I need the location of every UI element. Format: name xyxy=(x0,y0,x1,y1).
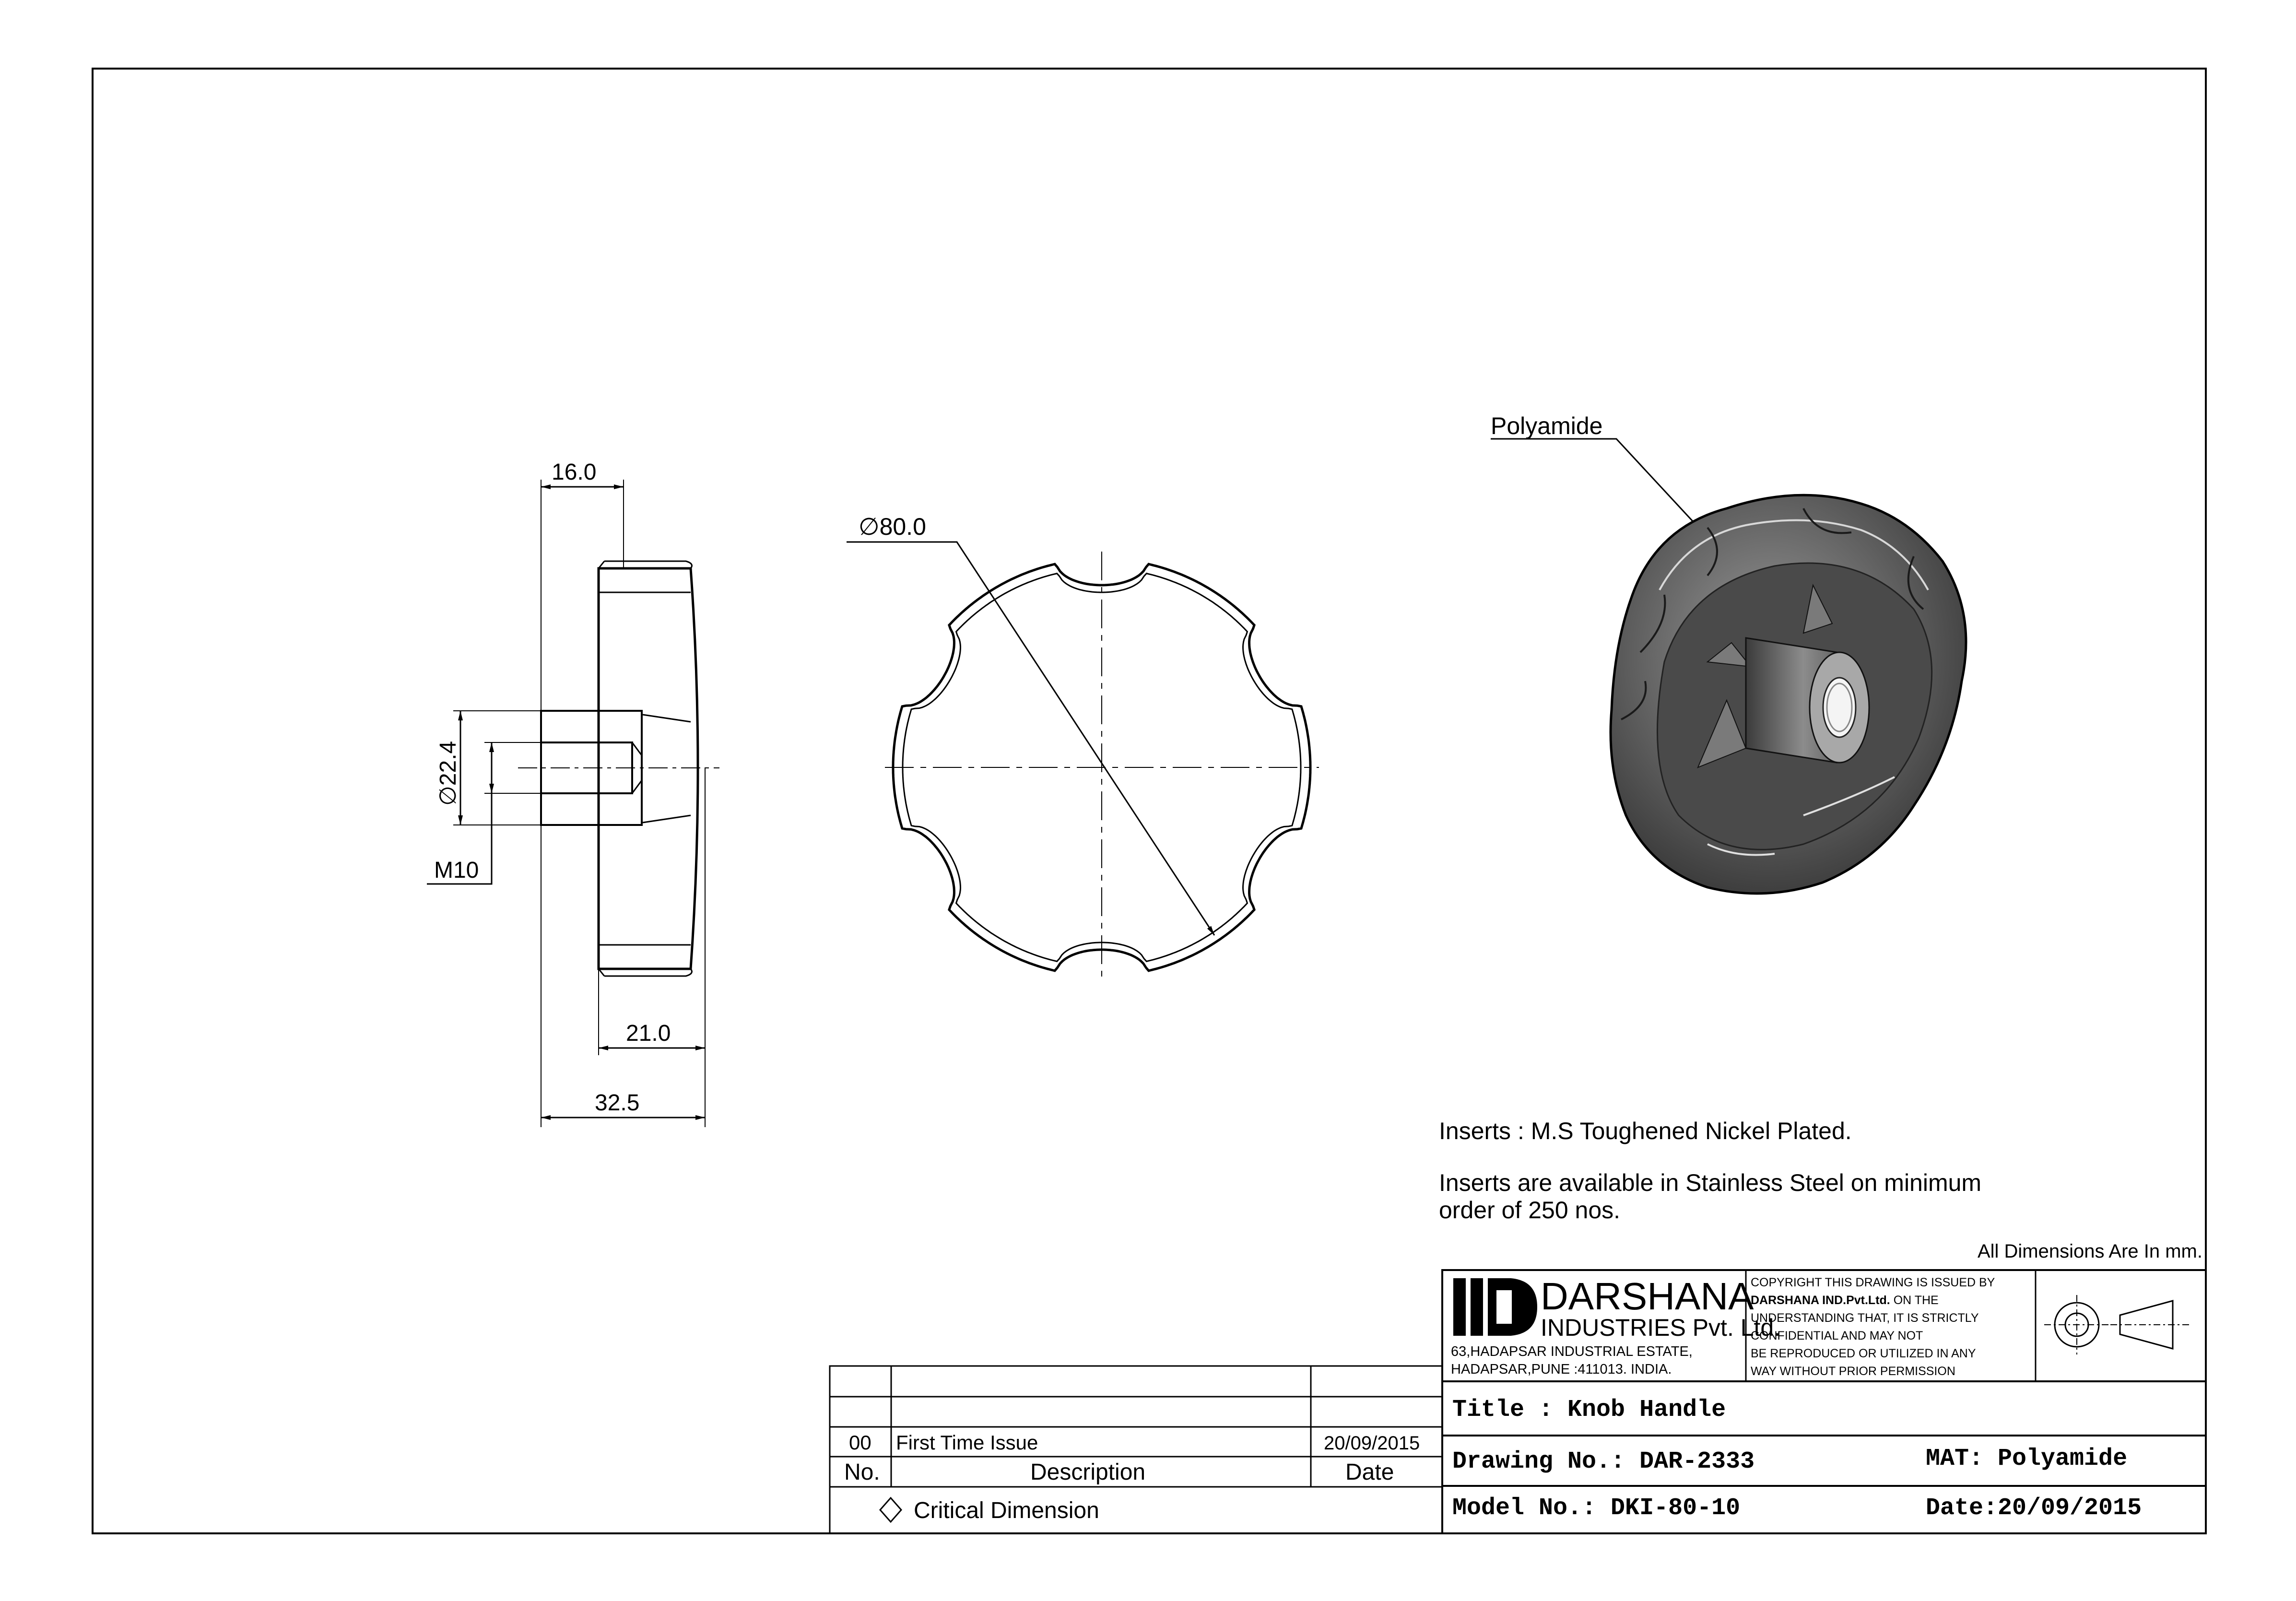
copyright-1: COPYRIGHT THIS DRAWING IS ISSUED BY xyxy=(1751,1276,1995,1289)
note-inserts: Inserts : M.S Toughened Nickel Plated. xyxy=(1439,1118,1852,1144)
iso-view xyxy=(1491,412,1966,894)
note-stainless-2: order of 250 nos. xyxy=(1439,1197,1621,1224)
title-block xyxy=(1442,1270,2206,1533)
dim-21: 21.0 xyxy=(626,1021,671,1046)
company-addr-1: 63,HADAPSAR INDUSTRIAL ESTATE, xyxy=(1451,1344,1693,1359)
rev-hdr-no: No. xyxy=(844,1460,880,1485)
rev-hdr-date: Date xyxy=(1345,1460,1394,1485)
title-field: Title : Knob Handle xyxy=(1452,1396,1726,1424)
revision-table xyxy=(830,1366,1442,1533)
company-name: DARSHANA xyxy=(1541,1275,1754,1318)
critical-dimension-label: Critical Dimension xyxy=(914,1498,1099,1523)
copyright-6: WAY WITHOUT PRIOR PERMISSION xyxy=(1751,1365,1955,1378)
rev-row-date: 20/09/2015 xyxy=(1324,1433,1420,1454)
dim-22-4: ∅22.4 xyxy=(436,741,461,806)
polyamide-callout: Polyamide xyxy=(1491,412,1603,439)
note-units: All Dimensions Are In mm. xyxy=(1977,1241,2202,1262)
note-stainless-1: Inserts are available in Stainless Steel on minimum xyxy=(1439,1169,1982,1196)
rev-row-no: 00 xyxy=(849,1431,871,1454)
dim-80: ∅80.0 xyxy=(859,513,926,540)
date-field: Date:20/09/2015 xyxy=(1926,1495,2142,1522)
copyright-5: BE REPRODUCED OR UTILIZED IN ANY xyxy=(1751,1347,1976,1360)
dim-m10: M10 xyxy=(434,858,479,883)
dim-32-5: 32.5 xyxy=(595,1090,640,1116)
front-view xyxy=(847,513,1319,983)
company-sub: INDUSTRIES Pvt. Ltd. xyxy=(1541,1314,1781,1341)
diamond-icon xyxy=(880,1498,901,1522)
mat-field: MAT: Polyamide xyxy=(1926,1445,2128,1472)
company-logo xyxy=(1453,1278,1537,1336)
company-addr-2: HADAPSAR,PUNE :411013. INDIA. xyxy=(1451,1362,1672,1377)
rev-row-desc: First Time Issue xyxy=(896,1431,1038,1454)
projection-symbol-icon xyxy=(2044,1295,2192,1354)
dim-16: 16.0 xyxy=(552,459,597,485)
copyright-3: UNDERSTANDING THAT, IT IS STRICTLY xyxy=(1751,1311,1979,1325)
copyright-2: DARSHANA IND.Pvt.Ltd. ON THE xyxy=(1751,1294,1939,1307)
copyright-4: CONFIDENTIAL AND MAY NOT xyxy=(1751,1329,1923,1342)
notes xyxy=(1439,1118,2202,1262)
drawing-no-field: Drawing No.: DAR-2333 xyxy=(1452,1448,1755,1475)
model-no-field: Model No.: DKI-80-10 xyxy=(1452,1495,1741,1522)
rev-hdr-desc: Description xyxy=(1030,1460,1146,1485)
side-view xyxy=(427,459,719,1127)
